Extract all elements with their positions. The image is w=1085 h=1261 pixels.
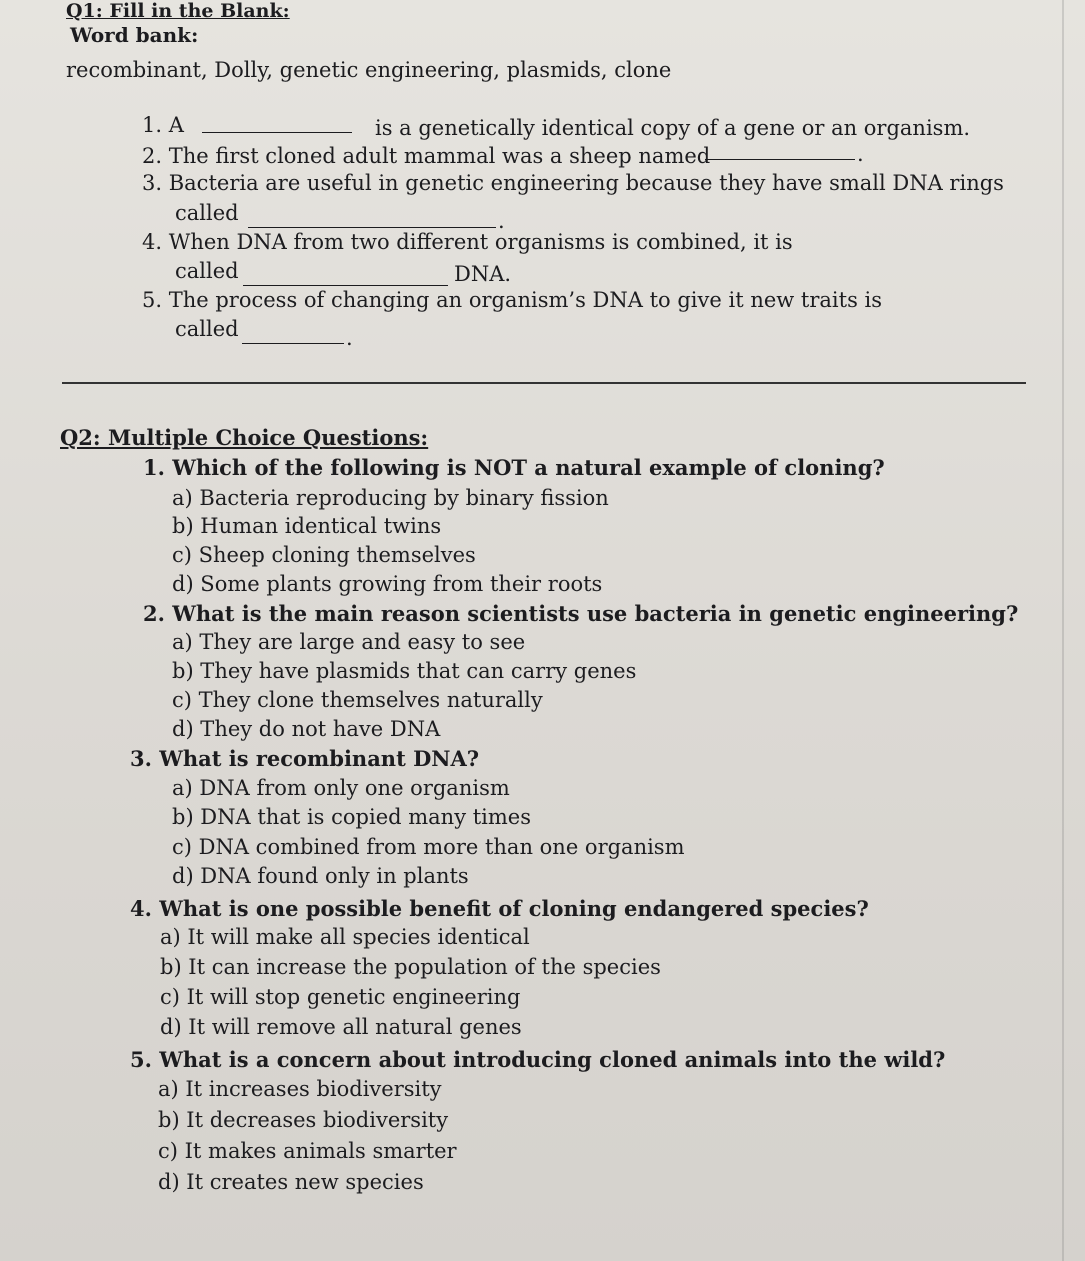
item-cont: called: [175, 201, 239, 225]
item-number: 5.: [142, 288, 163, 312]
mc-question-4: [130, 896, 869, 921]
mc-option[interactable]: b) It decreases biodiversity: [158, 1108, 449, 1132]
q1-item-1: [142, 113, 184, 137]
item-number: 4.: [142, 230, 163, 254]
mc-question-1: [143, 455, 885, 480]
mc-option[interactable]: a) It increases biodiversity: [158, 1077, 442, 1101]
item-number: 3.: [142, 171, 163, 195]
item-cont: called: [175, 259, 239, 283]
q1-title: Q1: Fill in the Blank:: [66, 0, 290, 22]
mc-option[interactable]: c) Sheep cloning themselves: [172, 543, 476, 567]
paper-fold: [1062, 0, 1064, 1261]
item-text: Bacteria are useful in genetic engineering because they have small DNA rings: [168, 171, 1004, 195]
mc-question-2: [143, 601, 1018, 626]
mc-option[interactable]: d) It creates new species: [158, 1170, 424, 1194]
item-number: 1.: [142, 113, 163, 137]
item-cont: called: [175, 317, 239, 341]
question-number: 5.: [130, 1047, 152, 1072]
question-text: Which of the following is NOT a natural example of cloning?: [172, 455, 885, 480]
blank-1[interactable]: [202, 131, 352, 133]
mc-option[interactable]: a) Bacteria reproducing by binary fission: [172, 486, 609, 510]
mc-option[interactable]: c) They clone themselves naturally: [172, 688, 543, 712]
item-number: 2.: [142, 144, 163, 168]
item-text: When DNA from two different organisms is combined, it is: [168, 230, 793, 254]
word-bank: recombinant, Dolly, genetic engineering, plasmids, clone: [66, 58, 672, 82]
mc-option[interactable]: c) It will stop genetic engineering: [160, 985, 521, 1009]
blank-3[interactable]: [248, 226, 496, 228]
mc-option[interactable]: d) Some plants growing from their roots: [172, 572, 603, 596]
question-text: What is the main reason scientists use bacteria in genetic engineering?: [172, 601, 1019, 626]
item-end: .: [346, 326, 353, 350]
mc-option[interactable]: b) It can increase the population of the species: [160, 955, 661, 979]
mc-question-5: [130, 1047, 945, 1072]
mc-option[interactable]: b) They have plasmids that can carry genes: [172, 659, 637, 683]
question-text: What is one possible benefit of cloning endangered species?: [159, 896, 869, 921]
mc-option[interactable]: d) It will remove all natural genes: [160, 1015, 522, 1039]
q1-item-1-text: is a genetically identical copy of a gene or an organism.: [375, 116, 971, 140]
item-text: The first cloned adult mammal was a sheep named: [168, 144, 711, 168]
blank-2[interactable]: [705, 158, 855, 160]
mc-option[interactable]: b) DNA that is copied many times: [172, 805, 532, 829]
question-number: 2.: [143, 601, 165, 626]
q2-title: Q2: Multiple Choice Questions:: [60, 425, 429, 450]
question-text: What is a concern about introducing cloned animals into the wild?: [159, 1047, 946, 1072]
mc-option[interactable]: a) They are large and easy to see: [172, 630, 526, 654]
q1-item-2: [142, 144, 710, 168]
word-bank-label: Word bank:: [70, 23, 199, 47]
q1-item-3: [142, 171, 1004, 195]
question-text: What is recombinant DNA?: [159, 746, 480, 771]
item-after: DNA.: [454, 262, 512, 286]
mc-option[interactable]: b) Human identical twins: [172, 514, 442, 538]
mc-option[interactable]: d) DNA found only in plants: [172, 864, 469, 888]
q1-item-5: [142, 288, 882, 312]
mc-option[interactable]: a) It will make all species identical: [160, 925, 530, 949]
mc-option[interactable]: a) DNA from only one organism: [172, 776, 510, 800]
item-text: The process of changing an organism’s DNA to give it new traits is: [168, 288, 883, 312]
item-pre: A: [168, 113, 184, 137]
mc-option[interactable]: c) It makes animals smarter: [158, 1139, 457, 1163]
blank-5[interactable]: [242, 342, 344, 344]
mc-question-3: [130, 746, 479, 771]
mc-option[interactable]: c) DNA combined from more than one organism: [172, 835, 685, 859]
question-number: 1.: [143, 455, 165, 480]
section-divider: [62, 382, 1026, 384]
item-end: .: [498, 209, 505, 233]
question-number: 3.: [130, 746, 152, 771]
blank-4[interactable]: [243, 284, 448, 286]
q1-item-4: [142, 230, 793, 254]
mc-option[interactable]: d) They do not have DNA: [172, 717, 441, 741]
item-end: .: [857, 142, 864, 166]
question-number: 4.: [130, 896, 152, 921]
